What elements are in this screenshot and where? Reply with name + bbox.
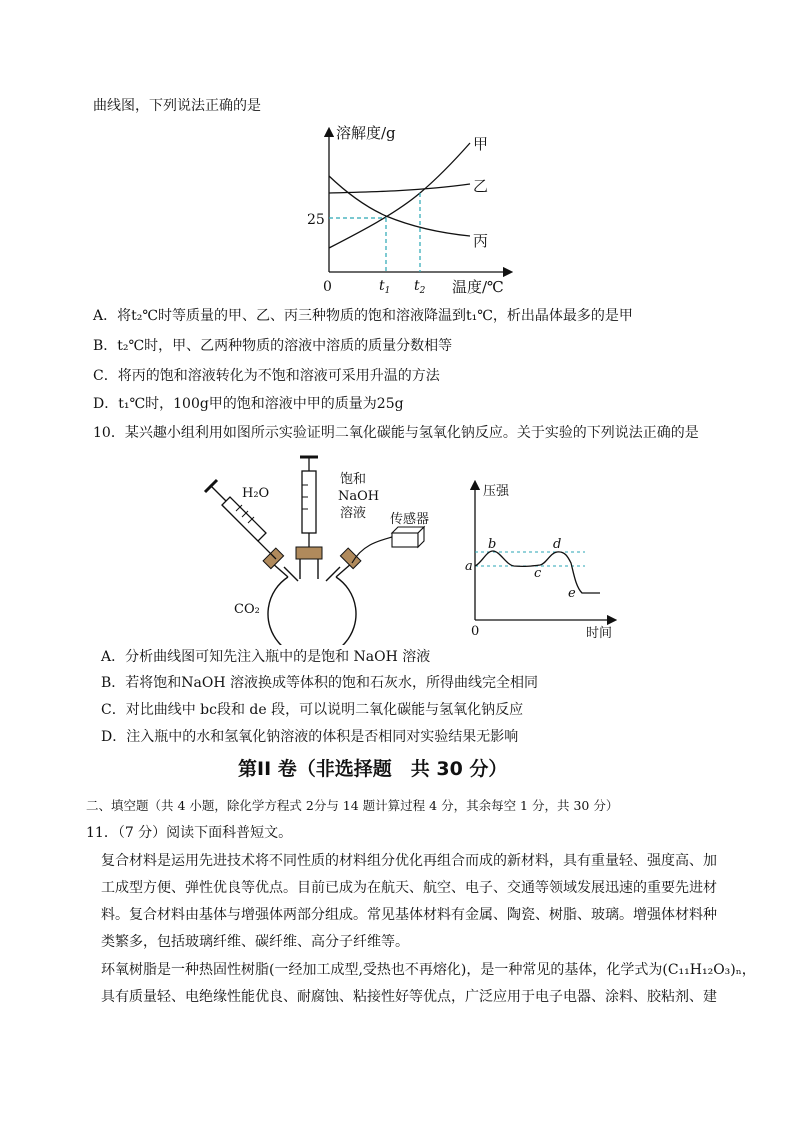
- x-axis-label: 温度/℃: [452, 278, 504, 296]
- point-b: b: [488, 537, 497, 552]
- naoh-label-1: 饱和: [340, 472, 367, 487]
- q11-p1-line1: 复合材料是运用先进技术将不同性质的材料组分优化再组合而成的新材料，具有重量轻、强度高、加: [101, 853, 717, 869]
- pressure-origin: 0: [471, 624, 480, 639]
- q11-stem: 11．（7 分）阅读下面科普短文。: [86, 825, 293, 841]
- q10-option-b: B．若将饱和NaOH 溶液换成等体积的饱和石灰水，所得曲线完全相同: [101, 675, 539, 691]
- curve-bing: [329, 176, 470, 236]
- curve-yi: [329, 184, 470, 193]
- label-jia: 甲: [473, 135, 489, 153]
- section-2-title: 第II 卷（非选择题 共 30 分）: [238, 758, 508, 780]
- t1-label: $t_1$: [379, 278, 391, 296]
- q11-p2-line2: 具有质量轻、电绝缘性能优良、耐腐蚀、粘接性好等优点，广泛应用于电子电器、涂料、胶粘剂、建: [101, 989, 717, 1005]
- label-bing: 丙: [473, 232, 489, 250]
- h2o-label: H₂O: [242, 486, 270, 501]
- q10-option-d: D．注入瓶中的水和氢氧化钠溶液的体积是否相同对实验结果无影响: [101, 729, 519, 745]
- point-c: c: [534, 566, 542, 581]
- curve-jia: [329, 143, 470, 248]
- pressure-y-label: 压强: [483, 484, 510, 499]
- q9-option-c: C．将丙的饱和溶液转化为不饱和溶液可采用升温的方法: [93, 368, 440, 384]
- three-neck-flask: [263, 547, 361, 645]
- point-e: e: [568, 586, 576, 601]
- origin-label: 0: [323, 279, 332, 295]
- sensor-box: [392, 527, 424, 547]
- q10-option-c: C．对比曲线中 bc段和 de 段，可以说明二氧化碳能与氢氧化钠反应: [101, 702, 524, 718]
- q10-stem: 10．某兴趣小组利用如图所示实验证明二氧化碳能与氢氧化钠反应。关于实验的下列说法正确的是: [93, 425, 699, 441]
- solubility-chart: [0, 0, 794, 300]
- q11-p1-line3: 料。复合材料由基体与增强体两部分组成。常见基体材料有金属、陶瓷、树脂、玻璃。增强体材料种: [101, 907, 717, 923]
- naoh-label-3: 溶液: [340, 506, 367, 521]
- co2-label: CO₂: [234, 602, 260, 617]
- pressure-x-label: 时间: [586, 626, 613, 641]
- section-2-part: 二、填空题（共 4 小题，除化学方程式 2分与 14 题计算过程 4 分，其余每空 1 分，共 30 分）: [86, 798, 619, 813]
- label-yi: 乙: [473, 177, 489, 195]
- sensor-label: 传感器: [390, 512, 430, 527]
- q11-p1-line2: 工成型方便、弹性优良等优点。目前已成为在航天、航空、电子、交通等领域发展迅速的重要先进材: [101, 880, 717, 896]
- q10-option-a: A．分析曲线图可知先注入瓶中的是饱和 NaOH 溶液: [101, 649, 431, 665]
- naoh-syringe: [300, 457, 318, 547]
- q9-option-a: A．将t₂℃时等质量的甲、乙、丙三种物质的饱和溶液降温到t₁℃，析出晶体最多的是甲: [93, 308, 633, 324]
- q9-stem-tail: 曲线图，下列说法正确的是: [93, 98, 261, 114]
- t2-label: $t_2$: [414, 278, 426, 296]
- y-axis-label: 溶解度/g: [336, 124, 396, 142]
- q9-option-b: B．t₂℃时，甲、乙两种物质的溶液中溶质的质量分数相等: [93, 338, 453, 354]
- naoh-label-2: NaOH: [338, 489, 380, 504]
- q11-p2-line1: 环氧树脂是一种热固性树脂(一经加工成型,受热也不再熔化)，是一种常见的基体，化学式为(C₁₁H₁₂O₃)ₙ，: [101, 962, 756, 978]
- point-d: d: [553, 537, 562, 552]
- q11-p1-line4: 类繁多，包括玻璃纤维、碳纤维、高分子纤维等。: [101, 934, 409, 950]
- q10-figure: [0, 445, 794, 645]
- y-tick-25: 25: [307, 212, 325, 228]
- q9-option-d: D．t₁℃时，100g甲的饱和溶液中甲的质量为25g: [93, 396, 404, 412]
- point-a: a: [465, 559, 473, 574]
